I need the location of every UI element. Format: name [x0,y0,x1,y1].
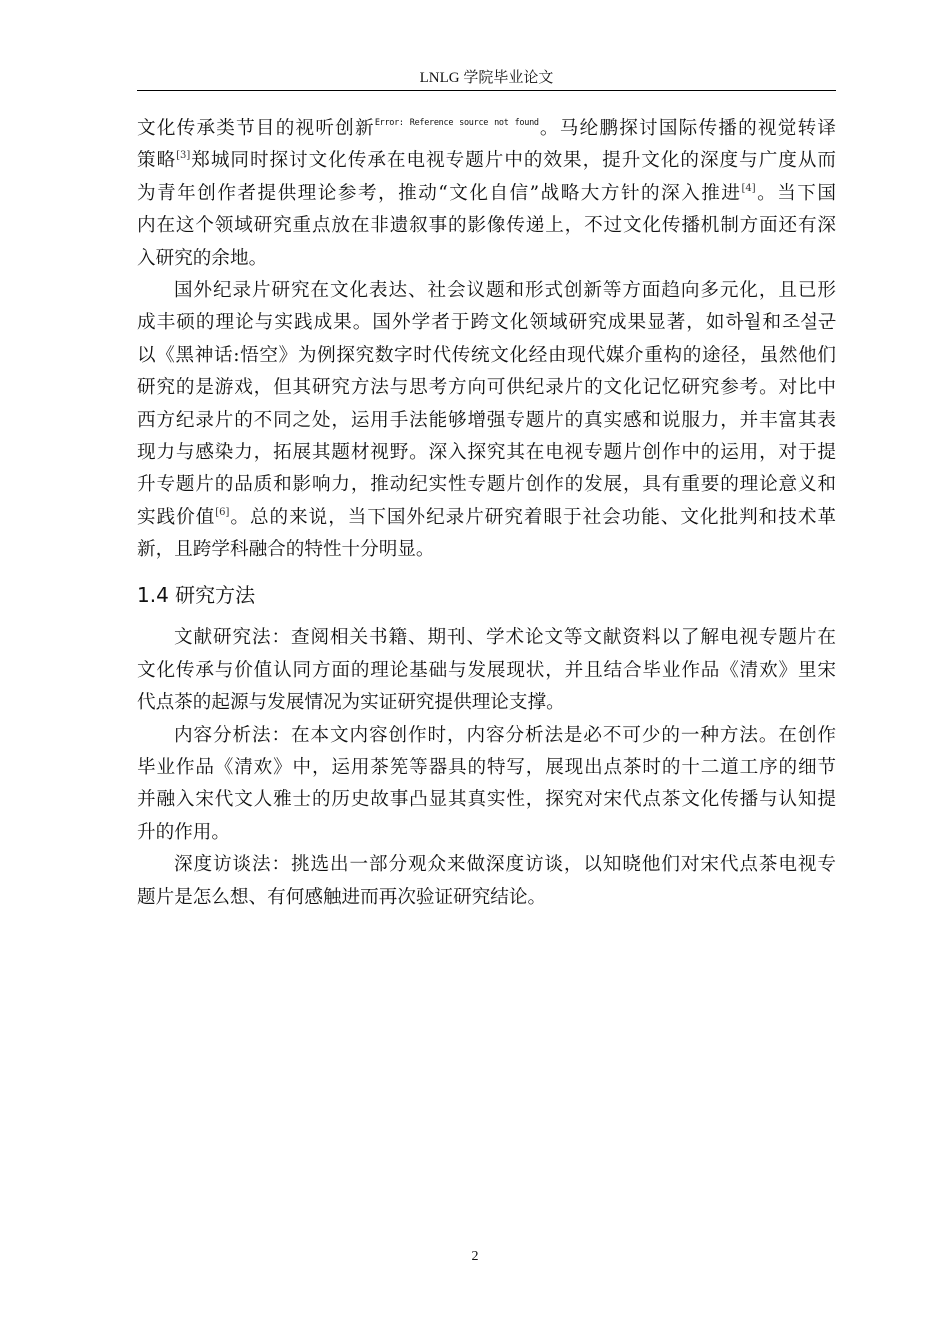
citation: [4] [741,182,756,194]
text-line: 内容分析法：在本文内容创作时，内容分析法是必不可少的一种方法。在创作 [174,724,836,746]
header-rule [137,90,836,91]
paragraph [137,849,836,914]
text-line [137,502,836,534]
text-line: 代点茶的起源与发展情况为实证研究提供理论支撑。 [137,692,565,714]
page-number: 2 [471,1249,479,1264]
section-heading: 1.4 研究方法 [137,583,256,608]
text-line: 升的作用。 [137,821,230,843]
text-line [137,113,836,145]
text-segment: 实践价值 [137,506,216,528]
citation: [6] [215,506,230,518]
text-line: 毕业作品《清欢》中，运用茶筅等器具的特写，展现出点茶时的十二道工序的细节 [137,757,836,779]
paragraph [137,275,836,567]
text-line: 西方纪录片的不同之处，运用手法能够增强专题片的真实感和说服力，并丰富其表 [137,409,836,431]
text-segment: 。当下国 [755,182,836,204]
text-line: 研究的是游戏，但其研究方法与思考方向可供纪录片的文化记忆研究参考。对比中 [137,377,836,399]
text-line: 以《黑神话:悟空》为例探究数字时代传统文化经由现代媒介重构的途径，虽然他们 [137,344,836,366]
text-segment: 文化传承类节目的视听创新 [137,118,375,139]
text-line: 文化传承与价值认同方面的理论基础与发展现状，并且结合毕业作品《清欢》里宋 [137,659,836,681]
text-segment: 为青年创作者提供理论参考，推动“文化自信”战略大方针的深入推进 [137,182,742,204]
text-line: 国外纪录片研究在文化表达、社会议题和形式创新等方面趋向多元化，且已形 [174,279,836,301]
text-segment: 。马纶鹏探讨国际传播的视觉转译 [538,118,836,139]
text-line [137,178,836,210]
text-segment: 郑城同时探讨文化传承在电视专题片中的效果，提升文化的深度与广度从而 [190,150,836,172]
paragraph [137,720,836,850]
text-line [137,145,836,177]
text-line: 文献研究法：查阅相关书籍、期刊、学术论文等文献资料以了解电视专题片在 [174,627,836,649]
text-line: 现力与感染力，拓展其题材视野。深入探究其在电视专题片创作中的运用，对于提 [137,441,836,463]
text-line: 入研究的余地。 [137,247,268,269]
citation: [3] [176,150,191,162]
reference-error: Error: Reference source not found [374,118,539,128]
text-line: 题片是怎么想、有何感触进而再次验证研究结论。 [137,886,547,908]
paragraph [137,622,836,719]
text-line: 内在这个领域研究重点放在非遗叙事的影像传递上，不过文化传播机制方面还有深 [137,215,836,237]
running-header: LNLG 学院毕业论文 [419,70,554,86]
text-line: 并融入宋代文人雅士的历史故事凸显其真实性，探究对宋代点茶文化传播与认知提 [137,789,836,811]
paragraph [137,113,836,275]
text-line: 新，且跨学科融合的特性十分明显。 [137,539,435,561]
text-line: 成丰硕的理论与实践成果。国外学者于跨文化领域研究成果显著，如하월和조설군 [137,312,836,334]
text-line: 深度访谈法：挑选出一部分观众来做深度访谈，以知晓他们对宋代点茶电视专 [174,854,836,876]
text-segment: 策略 [137,150,177,172]
text-segment: 。总的来说，当下国外纪录片研究着眼于社会功能、文化批判和技术革 [229,506,836,528]
text-line: 升专题片的品质和影响力，推动纪实性专题片创作的发展，具有重要的理论意义和 [137,474,836,496]
document-body [137,113,836,914]
